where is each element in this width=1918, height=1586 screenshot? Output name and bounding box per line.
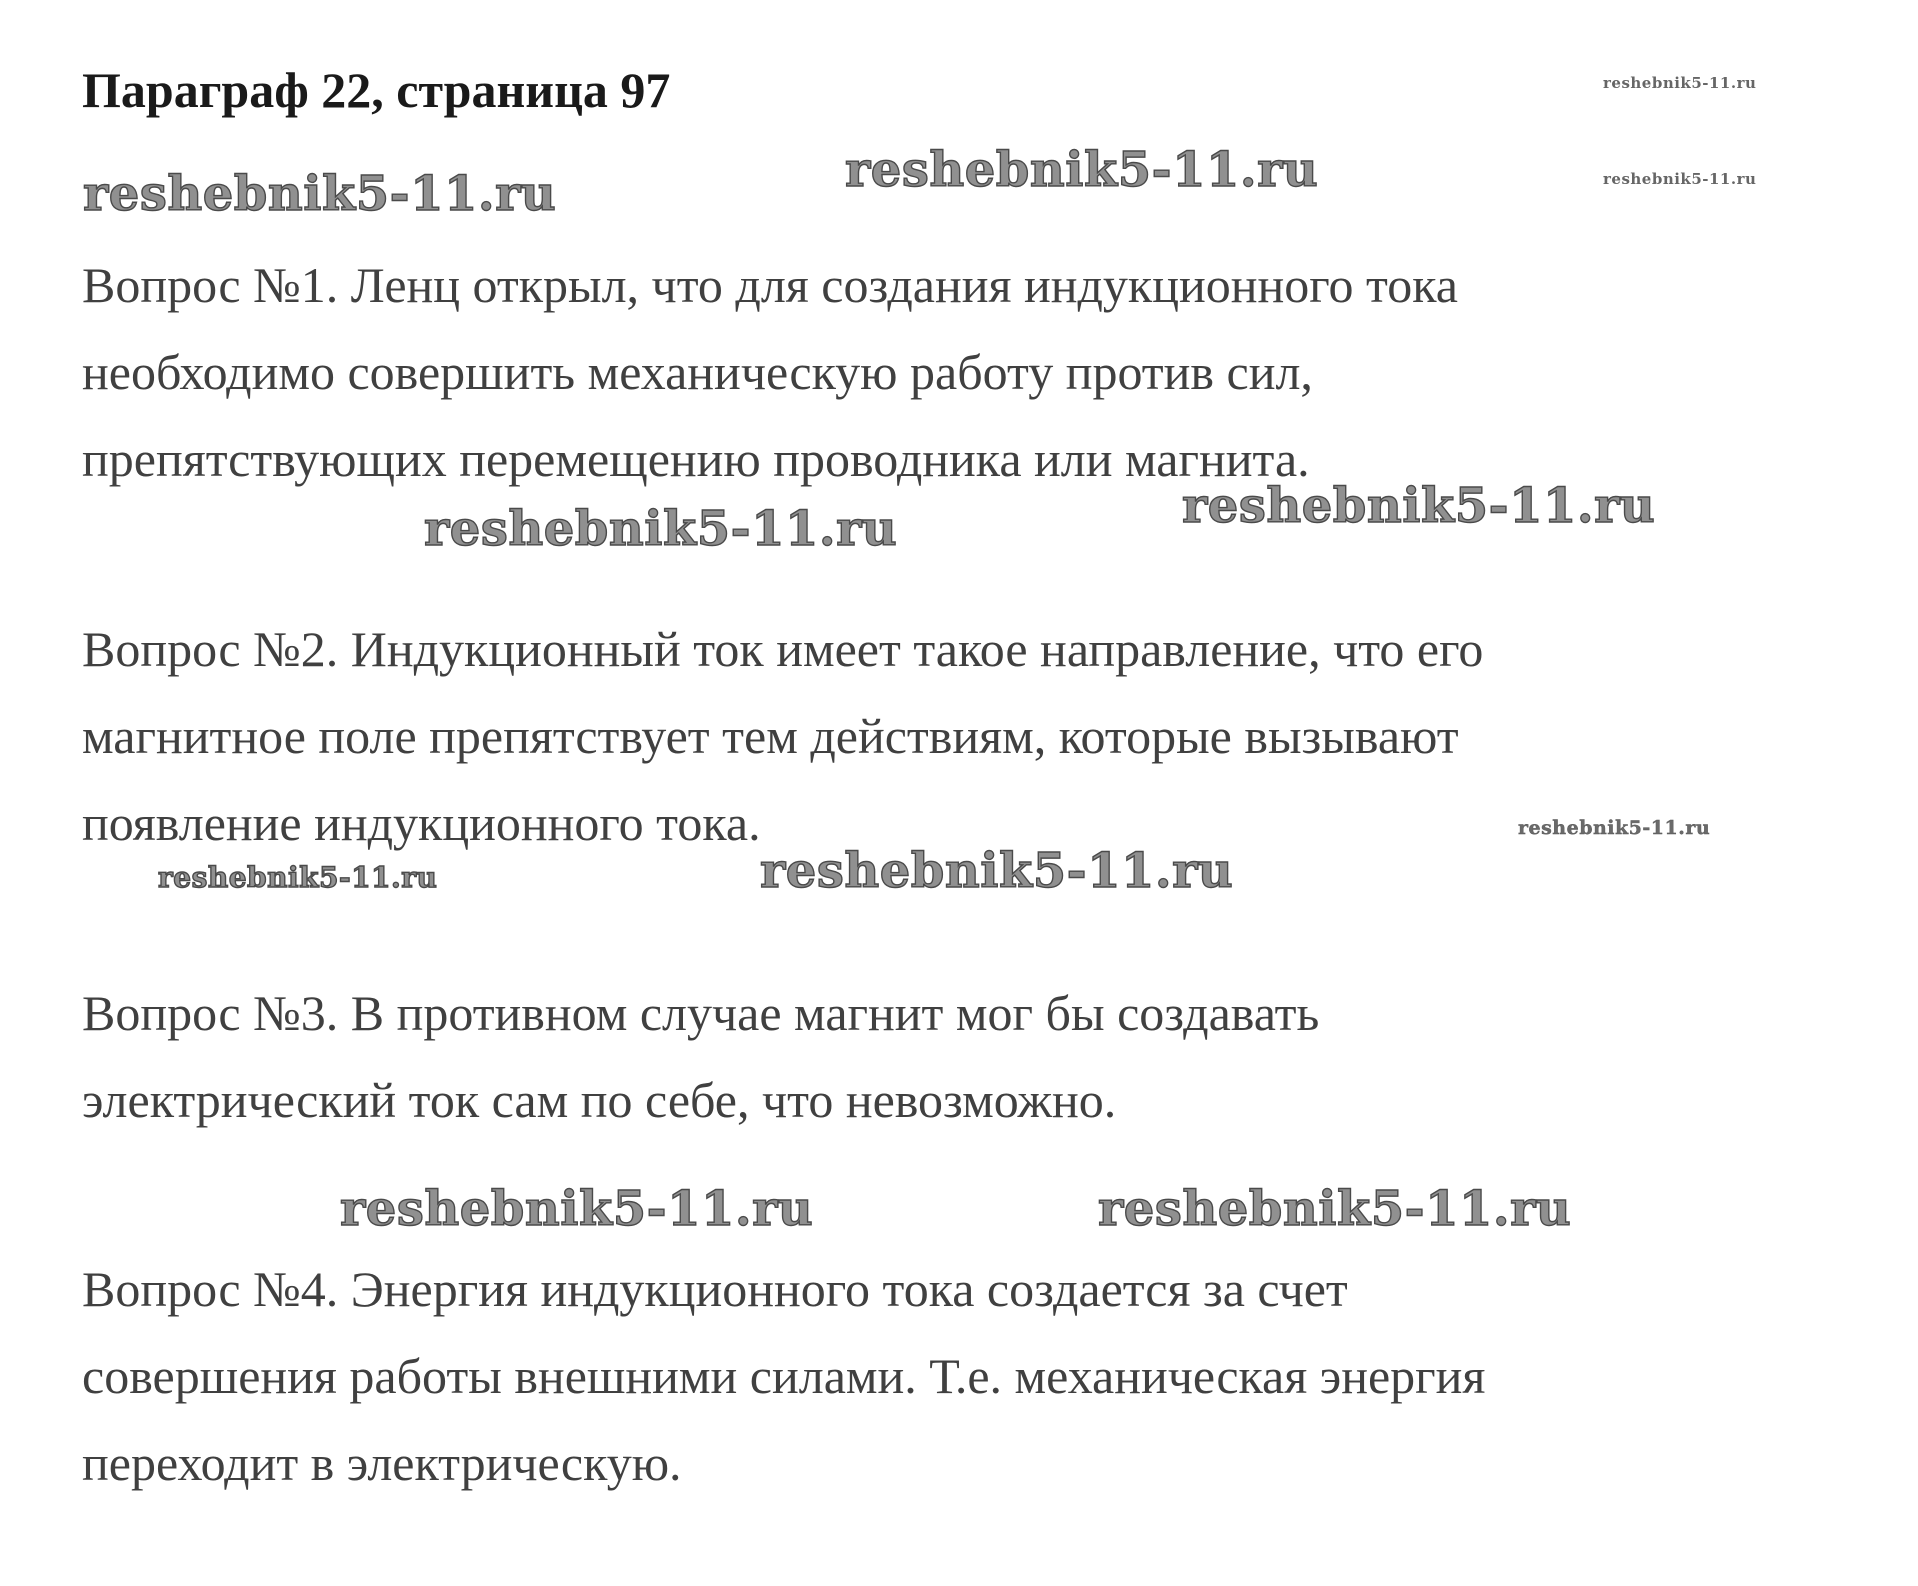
question-2-line-3: появление индукционного тока. [82,795,761,851]
watermark: reshebnik5-11.ru [340,1181,814,1237]
watermark: reshebnik5-11.ru [83,166,557,222]
watermark: reshebnik5-11.ru [1518,817,1711,839]
question-4-line-2: совершения работы внешними силами. Т.е. механическая энергия [82,1348,1486,1404]
question-2-line-2: магнитное поле препятствует тем действиям, которые вызывают [82,708,1459,764]
question-2-line-1: Вопрос №2. Индукционный ток имеет такое направление, что его [82,621,1484,677]
question-1-line-3: препятствующих перемещению проводника или магнита. [82,431,1310,487]
question-3-answer [82,970,1319,1144]
question-3-line-1: Вопрос №3. В противном случае магнит мог бы создавать [82,985,1320,1041]
question-4-line-1: Вопрос №4. Энергия индукционного тока создается за счет [82,1261,1348,1317]
question-4-line-3: переходит в электрическую. [82,1435,682,1491]
question-3-line-2: электрический ток сам по себе, что невозможно. [82,1072,1117,1128]
question-1-answer [82,242,1458,503]
question-2-answer [82,606,1483,867]
watermark: reshebnik5-11.ru [1603,170,1757,188]
question-4-answer [82,1246,1485,1507]
watermark: reshebnik5-11.ru [1098,1181,1572,1237]
watermark: reshebnik5-11.ru [1603,74,1757,92]
question-1-line-1: Вопрос №1. Ленц открыл, что для создания индукционного тока [82,257,1458,313]
watermark: reshebnik5-11.ru [845,142,1319,198]
watermark: reshebnik5-11.ru [424,501,898,557]
watermark: reshebnik5-11.ru [158,861,438,894]
question-1-line-2: необходимо совершить механическую работу против сил, [82,344,1313,400]
watermark: reshebnik5-11.ru [1182,478,1656,534]
page-title: Параграф 22, страница 97 [82,62,671,118]
watermark: reshebnik5-11.ru [760,843,1234,899]
